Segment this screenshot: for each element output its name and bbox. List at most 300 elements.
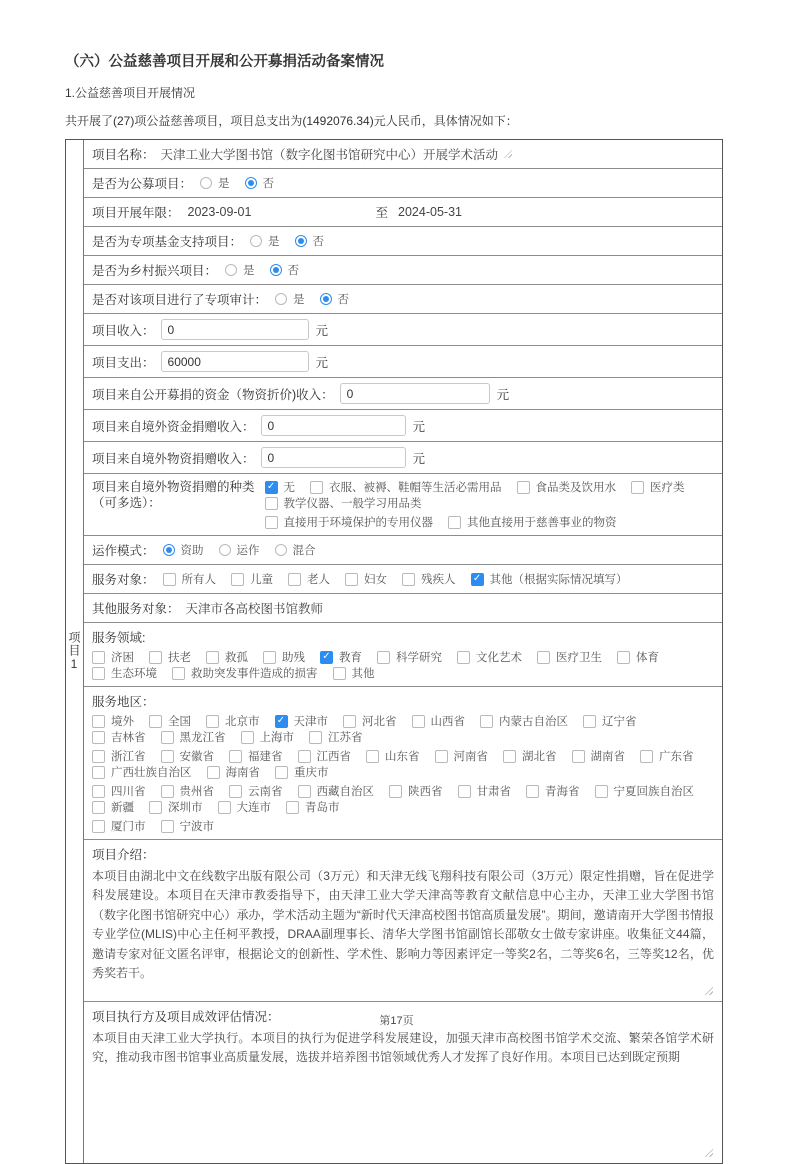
option-label: 否	[312, 236, 325, 248]
checkbox-unchecked-icon[interactable]	[92, 651, 105, 664]
checkbox-option[interactable]	[275, 713, 329, 729]
project-intro-textarea[interactable]	[92, 867, 714, 996]
checkbox-unchecked-icon[interactable]	[241, 731, 254, 744]
option-label: 大连市	[236, 802, 271, 814]
checkbox-option[interactable]	[298, 783, 375, 799]
row-is-public-fundraising	[84, 169, 722, 198]
option-label: 救孤	[225, 652, 248, 664]
option-label: 江苏省	[328, 732, 363, 744]
option-label: 内蒙古自治区	[499, 716, 568, 728]
option-label: 辽宁省	[602, 716, 637, 728]
row-other-service-target	[84, 594, 722, 623]
page-number: 第17页	[379, 1015, 414, 1027]
checkbox-option[interactable]	[309, 729, 363, 745]
evaluation-text: 本项目由天津工业大学执行。本项目的执行为促进学科发展建设，加强天津市高校图书馆学术交流、繁荣各馆学术研究，推动我市图书馆事业高质量发展，选拔并培养图书馆领域优秀人才发挥了良好作用。本项目已达到既定预期	[92, 1031, 714, 1065]
overseas-goods-types-options	[265, 479, 714, 530]
option-label: 重庆市	[294, 767, 329, 779]
checkbox-option[interactable]	[298, 748, 352, 764]
option-label: 安徽省	[179, 751, 214, 763]
income-input[interactable]	[161, 319, 309, 340]
radio-option[interactable]	[250, 233, 280, 249]
checkbox-option[interactable]	[471, 571, 628, 587]
checkbox-option[interactable]	[149, 799, 203, 815]
option-label: 新疆	[111, 802, 134, 814]
section-title: （六）公益慈善项目开展和公开募捐活动备案情况	[65, 54, 384, 70]
checkbox-unchecked-icon[interactable]	[149, 801, 162, 814]
row-project-intro	[84, 840, 722, 1002]
checkbox-unchecked-icon[interactable]	[595, 785, 608, 798]
option-label: 济困	[111, 652, 134, 664]
radio-option[interactable]	[275, 291, 305, 307]
checkbox-option[interactable]	[92, 729, 146, 745]
option-label: 扶老	[168, 652, 191, 664]
checkbox-unchecked-icon[interactable]	[92, 667, 105, 680]
row-expense	[84, 346, 722, 378]
checkbox-option[interactable]	[161, 783, 215, 799]
checkbox-option[interactable]	[503, 748, 557, 764]
checkbox-option[interactable]	[310, 479, 502, 495]
checkbox-checked-icon[interactable]: ✓	[471, 573, 484, 586]
project-index-label: 项目1	[67, 631, 81, 672]
option-label: 深圳市	[168, 802, 203, 814]
option-label: 否	[287, 265, 300, 277]
checkbox-unchecked-icon[interactable]	[229, 750, 242, 763]
income-label: 项目收入：	[92, 323, 155, 338]
income-unit: 元	[315, 323, 329, 338]
checkbox-option[interactable]	[640, 748, 694, 764]
option-label: 云南省	[248, 786, 283, 798]
option-label: 食品类及饮用水	[535, 482, 617, 494]
checkbox-option[interactable]	[617, 649, 659, 665]
option-label: 黑龙江省	[179, 732, 226, 744]
option-label: 是	[268, 236, 280, 248]
option-label: 是	[243, 265, 255, 277]
option-label: 衣服、被褥、鞋帽等生活必需用品	[329, 482, 502, 494]
checkbox-option[interactable]	[343, 713, 397, 729]
checkbox-unchecked-icon[interactable]	[412, 715, 425, 728]
checkbox-option[interactable]	[163, 571, 217, 587]
duration-label: 项目开展年限：	[92, 206, 180, 220]
checkbox-option[interactable]	[265, 495, 422, 511]
checkbox-option[interactable]	[92, 764, 192, 780]
checkbox-unchecked-icon[interactable]	[206, 651, 219, 664]
checkbox-unchecked-icon[interactable]	[526, 785, 539, 798]
radio-checked-icon[interactable]	[270, 264, 282, 276]
option-line	[92, 818, 714, 834]
is-public-fundraising-label: 是否为公募项目：	[92, 177, 193, 191]
option-label: 贵州省	[179, 786, 214, 798]
checkbox-option[interactable]	[286, 799, 340, 815]
checkbox-option[interactable]	[631, 479, 685, 495]
option-label: 儿童	[250, 574, 274, 586]
option-label: 北京市	[225, 716, 260, 728]
option-label: 青岛市	[305, 802, 340, 814]
option-label: 无	[283, 482, 296, 494]
checkbox-option[interactable]	[480, 713, 568, 729]
option-label: 上海市	[259, 732, 294, 744]
checkbox-option[interactable]	[92, 748, 146, 764]
row-service-area	[84, 687, 722, 840]
radio-option[interactable]	[245, 175, 275, 191]
row-duration	[84, 198, 722, 227]
option-label: 生态环境	[111, 668, 157, 680]
checkbox-option[interactable]	[572, 748, 626, 764]
resize-handle-icon[interactable]	[704, 1148, 713, 1157]
other-service-target-label: 其他服务对象：	[92, 602, 180, 616]
row-project-name	[84, 140, 722, 169]
checkbox-unchecked-icon[interactable]	[537, 651, 550, 664]
checkbox-unchecked-icon[interactable]	[161, 785, 174, 798]
checkbox-unchecked-icon[interactable]	[343, 715, 356, 728]
checkbox-option[interactable]	[92, 649, 134, 665]
checkbox-option[interactable]	[435, 748, 489, 764]
option-label: 文化艺术	[476, 652, 522, 664]
checkbox-option[interactable]	[92, 713, 134, 729]
option-label: 全国	[168, 716, 191, 728]
project-name-value[interactable]: 天津工业大学图书馆（数字化图书馆研究中心）开展学术活动	[160, 148, 499, 162]
radio-checked-icon[interactable]	[163, 544, 175, 556]
radio-option[interactable]	[225, 262, 255, 278]
checkbox-unchecked-icon[interactable]	[92, 715, 105, 728]
is-special-audit-label: 是否对该项目进行了专项审计：	[92, 293, 268, 307]
option-label: 厦门市	[111, 821, 146, 833]
checkbox-unchecked-icon[interactable]	[275, 766, 288, 779]
checkbox-unchecked-icon[interactable]	[92, 820, 105, 833]
option-label: 所有人	[181, 574, 217, 586]
checkbox-unchecked-icon[interactable]	[503, 750, 516, 763]
other-service-target-value[interactable]: 天津市各高校图书馆教师	[185, 602, 324, 616]
checkbox-unchecked-icon[interactable]	[366, 750, 379, 763]
checkbox-option[interactable]	[229, 783, 283, 799]
option-label: 是	[293, 294, 305, 306]
expense-unit: 元	[315, 355, 329, 370]
option-line	[92, 783, 714, 815]
checkbox-option[interactable]	[149, 713, 191, 729]
is-special-audit-options	[275, 291, 364, 307]
radio-unchecked-icon[interactable]	[275, 293, 287, 305]
checkbox-unchecked-icon[interactable]	[517, 481, 530, 494]
checkbox-unchecked-icon[interactable]	[617, 651, 630, 664]
checkbox-option[interactable]	[92, 665, 157, 681]
row-is-rural-revitalization	[84, 256, 722, 285]
checkbox-unchecked-icon[interactable]	[435, 750, 448, 763]
evaluation-label: 项目执行方及项目成效评估情况：	[92, 1010, 280, 1024]
checkbox-unchecked-icon[interactable]	[231, 573, 244, 586]
service-target-options	[163, 571, 643, 587]
checkbox-option[interactable]	[275, 764, 329, 780]
radio-unchecked-icon[interactable]	[225, 264, 237, 276]
overseas-goods-income-unit: 元	[412, 451, 426, 466]
checkbox-unchecked-icon[interactable]	[263, 651, 276, 664]
option-label: 老人	[307, 574, 331, 586]
checkbox-unchecked-icon[interactable]	[631, 481, 644, 494]
option-label: 广西壮族自治区	[111, 767, 192, 779]
project-index-cell	[66, 140, 84, 1163]
checkbox-unchecked-icon[interactable]	[92, 766, 105, 779]
option-line	[265, 514, 714, 530]
radio-option[interactable]	[295, 233, 325, 249]
checkbox-unchecked-icon[interactable]	[206, 715, 219, 728]
radio-option[interactable]	[163, 542, 204, 558]
option-label: 湖北省	[522, 751, 557, 763]
option-label: 山东省	[385, 751, 420, 763]
is-special-fund-label: 是否为专项基金支持项目：	[92, 235, 243, 249]
checkbox-option[interactable]	[402, 571, 456, 587]
option-label: 是	[218, 178, 230, 190]
option-label: 湖南省	[590, 751, 625, 763]
checkbox-unchecked-icon[interactable]	[286, 801, 299, 814]
row-overseas-goods-types	[84, 474, 722, 536]
radio-option[interactable]	[219, 542, 260, 558]
overseas-fund-income-unit: 元	[412, 419, 426, 434]
checkbox-checked-icon[interactable]: ✓	[275, 715, 288, 728]
checkbox-unchecked-icon[interactable]	[92, 731, 105, 744]
overseas-fund-income-input[interactable]	[261, 415, 406, 436]
checkbox-option[interactable]	[149, 649, 191, 665]
is-rural-revitalization-label: 是否为乡村振兴项目：	[92, 264, 218, 278]
radio-unchecked-icon[interactable]	[250, 235, 262, 247]
checkbox-unchecked-icon[interactable]	[298, 750, 311, 763]
option-label: 河南省	[453, 751, 488, 763]
project-intro-text: 本项目由湖北中文在线数字出版有限公司（3万元）和天津无线飞翔科技有限公司（3万元）限定性捐赠，旨在促进学科发展建设。本项目在天津市教委指导下，由天津工业大学天津高等教育文献信息中心主办，天津工业大学图书馆（数字化图书馆研究中心）承办，学术活动主题为“新时代天津高校图书馆高质量发展”。期间，邀请南开大学图书情报专业学位(MLIS)中心主任柯平教授，DRAA副理事长、清华大学图书馆副馆长邵敬女士做专家讲座。收集征文44篇，邀请专家对征文匿名评审，根据论文的创新性、学术性、影响力等因素评定一等奖2名，二等奖6名，三等奖12名，优秀奖若干。	[92, 869, 714, 981]
option-label: 助残	[282, 652, 305, 664]
checkbox-option[interactable]	[517, 479, 617, 495]
row-public-fund-income	[84, 378, 722, 410]
checkbox-option[interactable]	[206, 713, 260, 729]
checkbox-unchecked-icon[interactable]	[207, 766, 220, 779]
checkbox-option[interactable]	[583, 713, 637, 729]
option-line	[265, 479, 714, 511]
checkbox-option[interactable]	[265, 479, 296, 495]
checkbox-option[interactable]	[377, 649, 442, 665]
service-field-label: 服务领域:	[92, 631, 146, 645]
overseas-goods-income-input[interactable]	[261, 447, 406, 468]
checkbox-unchecked-icon[interactable]	[309, 731, 322, 744]
checkbox-unchecked-icon[interactable]	[583, 715, 596, 728]
checkbox-unchecked-icon[interactable]	[298, 785, 311, 798]
checkbox-option[interactable]	[320, 649, 362, 665]
option-label: 陕西省	[408, 786, 443, 798]
checkbox-option[interactable]	[595, 783, 695, 799]
operation-mode-label: 运作模式：	[92, 544, 155, 558]
checkbox-option[interactable]	[288, 571, 330, 587]
checkbox-unchecked-icon[interactable]	[229, 785, 242, 798]
option-label: 吉林省	[111, 732, 146, 744]
row-service-target	[84, 565, 722, 594]
checkbox-option[interactable]	[526, 783, 580, 799]
service-area-options	[92, 710, 714, 834]
row-service-field	[84, 623, 722, 687]
expense-label: 项目支出：	[92, 355, 155, 370]
row-overseas-fund-income	[84, 410, 722, 442]
row-is-special-audit	[84, 285, 722, 314]
checkbox-option[interactable]	[241, 729, 295, 745]
checkbox-unchecked-icon[interactable]	[149, 651, 162, 664]
option-label: 妇女	[364, 574, 388, 586]
option-label: 救助突发事件造成的损害	[191, 668, 318, 680]
resize-handle-icon[interactable]	[504, 150, 512, 158]
checkbox-unchecked-icon[interactable]	[92, 785, 105, 798]
checkbox-unchecked-icon[interactable]	[480, 715, 493, 728]
checkbox-unchecked-icon[interactable]	[402, 573, 415, 586]
radio-option[interactable]	[270, 262, 300, 278]
option-label: 其他直接用于慈善事业的物资	[467, 517, 617, 529]
row-operation-mode	[84, 536, 722, 565]
option-line	[92, 713, 714, 745]
checkbox-unchecked-icon[interactable]	[149, 715, 162, 728]
checkbox-option[interactable]	[92, 783, 146, 799]
public-fund-income-label: 项目来自公开募捐的资金（物资折价)收入：	[92, 387, 334, 402]
is-special-fund-options	[250, 233, 339, 249]
overseas-fund-income-label: 项目来自境外资金捐赠收入：	[92, 419, 255, 434]
checkbox-checked-icon[interactable]: ✓	[265, 481, 278, 494]
option-label: 资助	[180, 545, 204, 557]
overseas-goods-types-label-line2: （可多选）：	[92, 496, 161, 510]
checkbox-option[interactable]	[263, 649, 305, 665]
option-label: 四川省	[111, 786, 146, 798]
checkbox-option[interactable]	[265, 514, 434, 530]
checkbox-unchecked-icon[interactable]	[163, 573, 176, 586]
checkbox-unchecked-icon[interactable]	[457, 651, 470, 664]
option-label: 残疾人	[421, 574, 456, 586]
checkbox-option[interactable]	[366, 748, 420, 764]
public-fund-income-input[interactable]	[340, 383, 490, 404]
checkbox-option[interactable]	[92, 799, 134, 815]
option-label: 浙江省	[111, 751, 146, 763]
option-label: 教学仪器、一般学习用品类	[283, 498, 422, 510]
checkbox-option[interactable]	[161, 748, 215, 764]
option-label: 医疗类	[650, 482, 685, 494]
option-label: 福建省	[248, 751, 283, 763]
checkbox-option[interactable]	[458, 783, 512, 799]
checkbox-option[interactable]	[92, 818, 146, 834]
checkbox-option[interactable]	[231, 571, 273, 587]
row-income	[84, 314, 722, 346]
checkbox-unchecked-icon[interactable]	[458, 785, 471, 798]
option-label: 天津市	[293, 716, 328, 728]
checkbox-checked-icon[interactable]: ✓	[320, 651, 333, 664]
evaluation-textarea[interactable]	[92, 1029, 714, 1158]
duration-start-date[interactable]: 2023-09-01	[187, 205, 252, 219]
checkbox-option[interactable]	[218, 799, 272, 815]
radio-unchecked-icon[interactable]	[219, 544, 231, 556]
option-label: 海南省	[225, 767, 260, 779]
checkbox-option[interactable]	[161, 729, 226, 745]
document-content	[65, 50, 725, 1164]
checkbox-option[interactable]	[345, 571, 387, 587]
option-label: 甘肃省	[476, 786, 511, 798]
radio-checked-icon[interactable]	[245, 177, 257, 189]
row-is-special-fund	[84, 227, 722, 256]
option-line	[92, 748, 714, 780]
checkbox-option[interactable]	[448, 514, 617, 530]
checkbox-unchecked-icon[interactable]	[218, 801, 231, 814]
checkbox-unchecked-icon[interactable]	[92, 801, 105, 814]
overseas-goods-income-label: 项目来自境外物资捐赠收入：	[92, 451, 255, 466]
checkbox-unchecked-icon[interactable]	[161, 750, 174, 763]
checkbox-unchecked-icon[interactable]	[161, 731, 174, 744]
checkbox-option[interactable]	[206, 649, 248, 665]
option-label: 科学研究	[396, 652, 442, 664]
service-target-label: 服务对象：	[92, 573, 155, 587]
radio-unchecked-icon[interactable]	[275, 544, 287, 556]
service-field-options	[92, 649, 714, 681]
row-overseas-goods-income	[84, 442, 722, 474]
option-label: 其他	[351, 668, 375, 680]
checkbox-unchecked-icon[interactable]	[265, 516, 278, 529]
checkbox-option[interactable]	[333, 665, 375, 681]
checkbox-option[interactable]	[412, 713, 466, 729]
option-label: 青海省	[545, 786, 580, 798]
project-name-label: 项目名称：	[92, 148, 155, 162]
checkbox-unchecked-icon[interactable]	[448, 516, 461, 529]
option-label: 山西省	[430, 716, 465, 728]
checkbox-unchecked-icon[interactable]	[640, 750, 653, 763]
overseas-goods-types-label-line1: 项目来自境外物资捐赠的种类	[92, 480, 255, 494]
radio-unchecked-icon[interactable]	[200, 177, 212, 189]
subsection-title: 1.公益慈善项目开展情况	[65, 86, 196, 100]
service-area-label: 服务地区：	[92, 695, 155, 709]
is-public-fundraising-options	[200, 175, 289, 191]
checkbox-unchecked-icon[interactable]	[288, 573, 301, 586]
radio-option[interactable]	[320, 291, 350, 307]
radio-option[interactable]	[200, 175, 230, 191]
option-label: 其他（根据实际情况填写）	[489, 574, 628, 586]
option-label: 河北省	[362, 716, 397, 728]
duration-end-date[interactable]: 2024-05-31	[398, 205, 462, 219]
radio-option[interactable]	[275, 542, 316, 558]
project-intro-label: 项目介绍：	[92, 848, 155, 862]
option-label: 直接用于环境保护的专用仪器	[283, 517, 434, 529]
checkbox-unchecked-icon[interactable]	[265, 497, 278, 510]
checkbox-option[interactable]	[229, 748, 283, 764]
option-label: 体育	[636, 652, 659, 664]
public-fund-income-unit: 元	[496, 387, 510, 402]
expense-input[interactable]	[161, 351, 309, 372]
checkbox-unchecked-icon[interactable]	[172, 667, 185, 680]
option-label: 宁波市	[179, 821, 214, 833]
checkbox-unchecked-icon[interactable]	[345, 573, 358, 586]
checkbox-unchecked-icon[interactable]	[389, 785, 402, 798]
checkbox-unchecked-icon[interactable]	[377, 651, 390, 664]
option-label: 广东省	[659, 751, 694, 763]
radio-checked-icon[interactable]	[295, 235, 307, 247]
summary-line: 共开展了(27)项公益慈善项目，项目总支出为(1492076.34)元人民币，具体情况如下：	[65, 114, 518, 128]
operation-mode-options	[163, 542, 331, 558]
checkbox-option[interactable]	[161, 818, 215, 834]
resize-handle-icon[interactable]	[704, 986, 713, 995]
option-label: 医疗卫生	[556, 652, 602, 664]
checkbox-option[interactable]	[207, 764, 261, 780]
checkbox-option[interactable]	[537, 649, 602, 665]
checkbox-unchecked-icon[interactable]	[92, 750, 105, 763]
checkbox-unchecked-icon[interactable]	[161, 820, 174, 833]
checkbox-option[interactable]	[172, 665, 318, 681]
option-label: 运作	[236, 545, 260, 557]
radio-checked-icon[interactable]	[320, 293, 332, 305]
project-form-rows	[84, 140, 722, 1163]
option-label: 否	[337, 294, 350, 306]
option-label: 教育	[339, 652, 362, 664]
overseas-goods-types-label	[92, 479, 255, 511]
checkbox-option[interactable]	[457, 649, 522, 665]
checkbox-unchecked-icon[interactable]	[333, 667, 346, 680]
option-label: 混合	[292, 545, 316, 557]
checkbox-unchecked-icon[interactable]	[310, 481, 323, 494]
checkbox-unchecked-icon[interactable]	[572, 750, 585, 763]
duration-separator: 至	[375, 206, 389, 220]
checkbox-option[interactable]	[389, 783, 443, 799]
